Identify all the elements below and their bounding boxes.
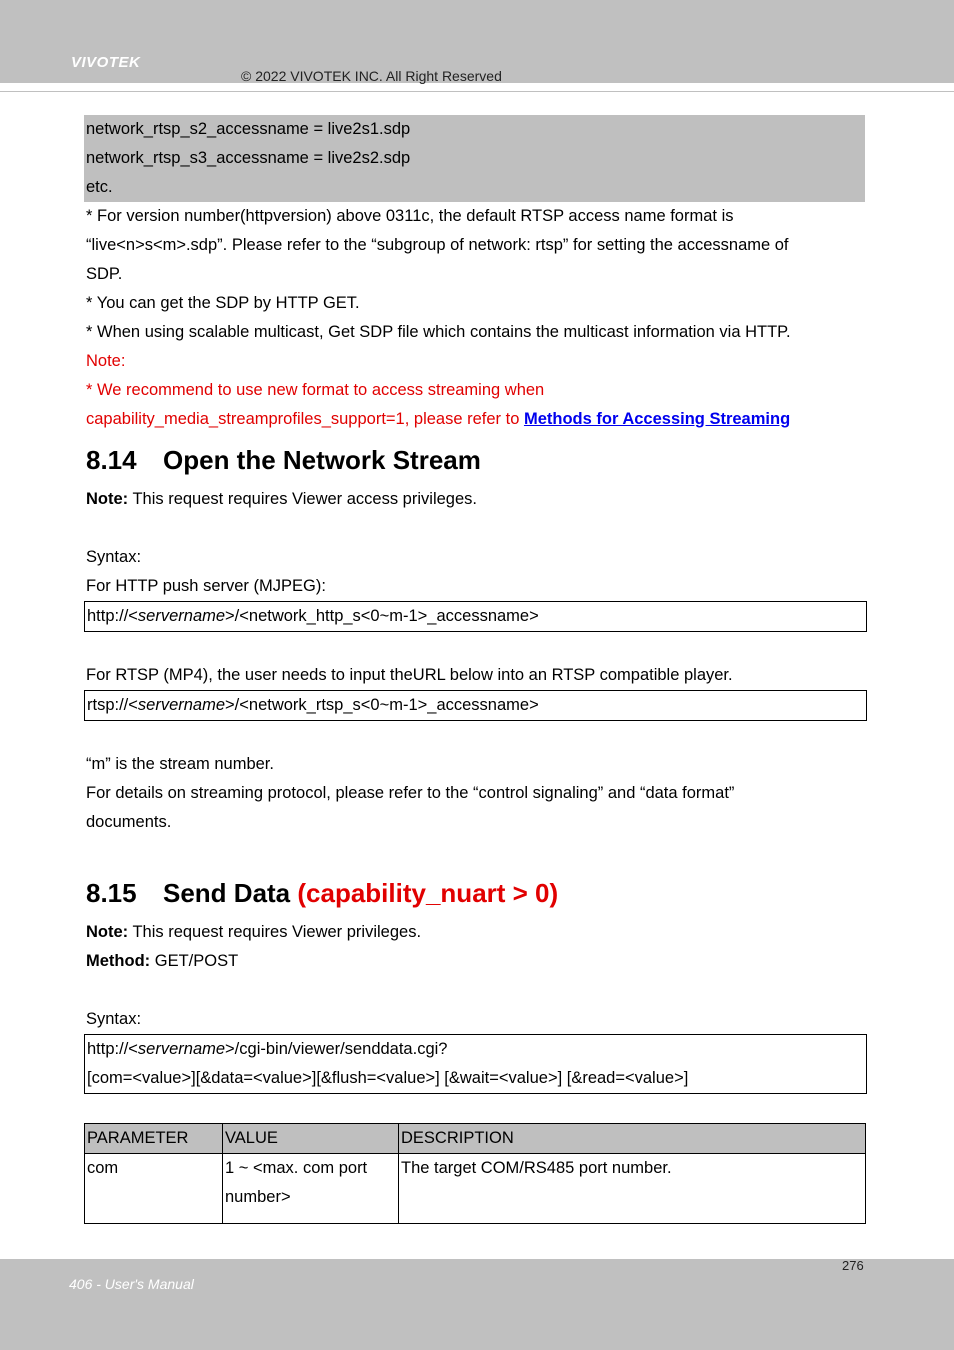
url-part: >/<network_rtsp_s<0~m-1>_accessname> (225, 696, 539, 714)
method-label: Method: (86, 952, 151, 970)
value-cell: 1 ~ <max. com port number> (223, 1154, 399, 1224)
stream-number-note: “m” is the stream number. (86, 755, 274, 773)
description-cell: The target COM/RS485 port number. (399, 1154, 866, 1224)
url-part: http://< (87, 1040, 138, 1058)
senddata-url-box (84, 1034, 867, 1094)
note-label: Note: (86, 923, 129, 941)
copyright-text: © 2022 VIVOTEK INC. All Right Reserved (241, 68, 502, 84)
page-number: 276 (842, 1258, 864, 1273)
http-url-box (84, 601, 867, 632)
brand-logo: VIVOTEK (71, 54, 141, 71)
recommend-text: capability_media_streamprofiles_support=1, please refer to (86, 410, 524, 428)
multicast-note: * When using scalable multicast, Get SDP file which contains the multicast information via HTTP. (86, 323, 791, 341)
section-title: Open the Network Stream (163, 445, 481, 475)
method-text: GET/POST (150, 952, 239, 970)
version-note-line: “live<n>s<m>.sdp”. Please refer to the “subgroup of network: rtsp” for setting the accessname of (86, 236, 789, 254)
page-content (86, 115, 865, 1224)
syntax-label: Syntax: (86, 1010, 142, 1028)
code-line: etc. (86, 178, 113, 196)
table-row (85, 1154, 866, 1224)
section-heading-814 (86, 443, 865, 477)
privilege-note (86, 918, 865, 947)
details-note-line: documents. (86, 813, 172, 831)
manual-page-label: 406 - User's Manual (69, 1276, 194, 1292)
table-header-row (85, 1124, 866, 1154)
servername-placeholder: servername (137, 1040, 226, 1058)
column-header: DESCRIPTION (399, 1124, 866, 1154)
url-line (87, 1035, 866, 1064)
section-number: 8.14 (86, 445, 137, 475)
page-footer (0, 1259, 954, 1350)
param-cell: com (85, 1154, 223, 1224)
url-part: http://< (87, 607, 138, 625)
servername-placeholder: servername (137, 696, 226, 714)
parameter-table (84, 1123, 866, 1224)
header-divider (0, 91, 954, 92)
column-header: PARAMETER (85, 1124, 223, 1154)
methods-streaming-link[interactable]: Methods for Accessing Streaming (523, 410, 791, 428)
method-line (86, 947, 865, 976)
recommend-note-line: * We recommend to use new format to access streaming when (86, 381, 545, 399)
section-number: 8.15 (86, 878, 137, 908)
section-title: Send Data (163, 878, 298, 908)
privilege-note (86, 485, 865, 514)
version-note-line: * For version number(httpversion) above 0311c, the default RTSP access name format is (86, 207, 734, 225)
capability-condition: (capability_nuart > 0) (297, 878, 559, 908)
http-intro: For HTTP push server (MJPEG): (86, 577, 326, 595)
code-line: network_rtsp_s3_accessname = live2s2.sdp (86, 149, 411, 167)
note-label: Note: (86, 490, 129, 508)
code-line: network_rtsp_s2_accessname = live2s1.sdp (86, 120, 411, 138)
url-line: [com=<value>][&data=<value>][&flush=<value>] [&wait=<value>] [&read=<value>] (87, 1069, 689, 1087)
note-label: Note: (86, 352, 126, 370)
version-note-line: SDP. (86, 265, 123, 283)
url-part: rtsp://< (87, 696, 138, 714)
section-heading-815 (86, 876, 865, 910)
syntax-label: Syntax: (86, 548, 142, 566)
url-part: >/cgi-bin/viewer/senddata.cgi? (225, 1040, 448, 1058)
column-header: VALUE (223, 1124, 399, 1154)
note-text: This request requires Viewer access privileges. (128, 490, 477, 508)
code-block-accessnames (84, 115, 865, 202)
sdp-get-note: * You can get the SDP by HTTP GET. (86, 294, 360, 312)
note-text: This request requires Viewer privileges. (128, 923, 422, 941)
rtsp-intro: For RTSP (MP4), the user needs to input theURL below into an RTSP compatible player. (86, 666, 733, 684)
recommend-note-line (86, 405, 865, 434)
rtsp-url-box (84, 690, 867, 721)
details-note-line: For details on streaming protocol, please refer to the “control signaling” and “data format” (86, 784, 735, 802)
servername-placeholder: servername (137, 607, 226, 625)
url-part: >/<network_http_s<0~m-1>_accessname> (225, 607, 539, 625)
